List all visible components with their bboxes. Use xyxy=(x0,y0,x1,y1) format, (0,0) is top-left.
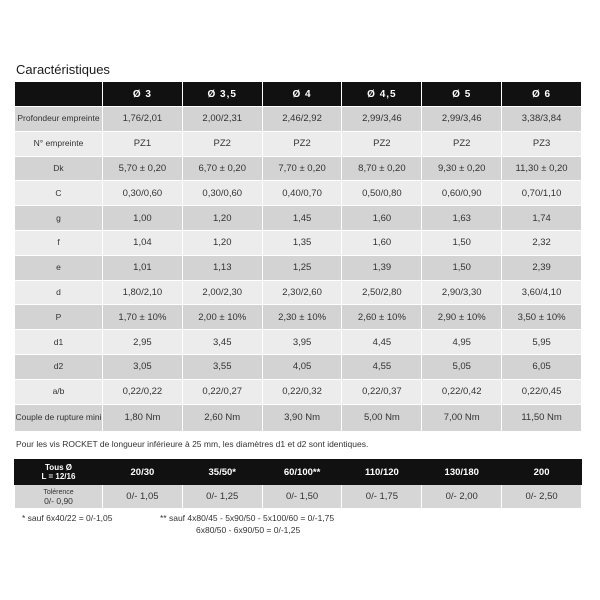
spec-row xyxy=(15,330,582,355)
spec-cell: 7,00 Nm xyxy=(422,404,502,431)
spec-row xyxy=(15,255,582,280)
spec-cell: 0,60/0,90 xyxy=(422,181,502,206)
spec-cell: PZ3 xyxy=(502,131,582,156)
spec-row xyxy=(15,131,582,156)
spec-row-label: Profondeur empreinte xyxy=(15,107,103,132)
spec-row-label: f xyxy=(15,230,103,255)
spec-row xyxy=(15,181,582,206)
spec-header-cell: Ø 3 xyxy=(103,82,183,107)
spec-cell: 1,60 xyxy=(342,230,422,255)
spec-cell: 3,05 xyxy=(103,354,183,379)
spec-cell: 0,30/0,60 xyxy=(182,181,262,206)
spec-header-cell: Ø 3,5 xyxy=(182,82,262,107)
spec-row xyxy=(15,107,582,132)
spec-header-cell: Ø 4,5 xyxy=(342,82,422,107)
spec-row-label: d1 xyxy=(15,330,103,355)
tolerance-header-label xyxy=(15,460,103,485)
tolerance-value-cell: 0/- 1,05 xyxy=(103,485,183,509)
spec-cell: 1,35 xyxy=(262,230,342,255)
spec-cell: 1,50 xyxy=(422,255,502,280)
spec-row-label: C xyxy=(15,181,103,206)
tolerance-length-header: 130/180 xyxy=(422,460,502,485)
spec-cell: 3,90 Nm xyxy=(262,404,342,431)
spec-row xyxy=(15,206,582,231)
footnote-single-star: * sauf 6x40/22 = 0/-1,05 xyxy=(22,513,113,523)
tolerance-row-label xyxy=(15,485,103,509)
spec-cell: 0,70/1,10 xyxy=(502,181,582,206)
tolerance-header-line2: L = 12/16 xyxy=(41,472,76,481)
tolerance-length-header: 110/120 xyxy=(342,460,422,485)
spec-header-cell: Ø 5 xyxy=(422,82,502,107)
tolerance-value-cell: 0/- 1,50 xyxy=(262,485,342,509)
spec-cell: 1,76/2,01 xyxy=(103,107,183,132)
spec-row xyxy=(15,404,582,431)
spec-cell: 2,95 xyxy=(103,330,183,355)
spec-row xyxy=(15,379,582,404)
spec-cell: 2,00/2,30 xyxy=(182,280,262,305)
spec-cell: 2,99/3,46 xyxy=(422,107,502,132)
spec-cell: 4,45 xyxy=(342,330,422,355)
spec-cell: PZ2 xyxy=(182,131,262,156)
spec-cell: 0,22/0,45 xyxy=(502,379,582,404)
spec-cell: 0,22/0,22 xyxy=(103,379,183,404)
spec-cell: 2,60 Nm xyxy=(182,404,262,431)
spec-cell: 3,55 xyxy=(182,354,262,379)
spec-row xyxy=(15,354,582,379)
spec-cell: 2,39 xyxy=(502,255,582,280)
rocket-note: Pour les vis ROCKET de longueur inférieure à 25 mm, les diamètres d1 et d2 sont identiques. xyxy=(16,439,369,449)
spec-cell: PZ2 xyxy=(262,131,342,156)
spec-cell: 5,95 xyxy=(502,330,582,355)
spec-cell: 2,00/2,31 xyxy=(182,107,262,132)
spec-cell: 6,70 ± 0,20 xyxy=(182,156,262,181)
tolerance-length-header: 35/50* xyxy=(182,460,262,485)
spec-cell: 1,01 xyxy=(103,255,183,280)
spec-cell: 2,90/3,30 xyxy=(422,280,502,305)
spec-cell: PZ2 xyxy=(342,131,422,156)
spec-header-cell: Ø 6 xyxy=(502,82,582,107)
spec-cell: 1,13 xyxy=(182,255,262,280)
spec-row xyxy=(15,305,582,330)
spec-cell: 3,50 ± 10% xyxy=(502,305,582,330)
spec-row xyxy=(15,156,582,181)
spec-cell: 1,50 xyxy=(422,230,502,255)
spec-cell: PZ1 xyxy=(103,131,183,156)
tolerance-header-row xyxy=(15,460,582,485)
spec-row-label: P xyxy=(15,305,103,330)
spec-cell: 1,39 xyxy=(342,255,422,280)
spec-row-label: g xyxy=(15,206,103,231)
specifications-table xyxy=(14,81,582,432)
spec-cell: 4,95 xyxy=(422,330,502,355)
footnote-double-star-line1: ** sauf 4x80/45 - 5x90/50 - 5x100/60 = 0/-1,75 xyxy=(160,513,335,523)
spec-cell: 0,22/0,32 xyxy=(262,379,342,404)
spec-cell: 2,99/3,46 xyxy=(342,107,422,132)
spec-cell: 0,40/0,70 xyxy=(262,181,342,206)
spec-cell: 0,50/0,80 xyxy=(342,181,422,206)
spec-row xyxy=(15,230,582,255)
tolerance-row-line2: 0/- 0,90 xyxy=(44,495,73,506)
spec-cell: 11,30 ± 0,20 xyxy=(502,156,582,181)
spec-header-corner xyxy=(15,82,103,107)
spec-cell: 2,46/2,92 xyxy=(262,107,342,132)
spec-row-label: e xyxy=(15,255,103,280)
spec-cell: 2,50/2,80 xyxy=(342,280,422,305)
footnote-double-star-line2: 6x80/50 - 6x90/50 = 0/-1,25 xyxy=(196,525,301,535)
spec-cell: 1,70 ± 10% xyxy=(103,305,183,330)
spec-cell: 1,04 xyxy=(103,230,183,255)
spec-cell: 8,70 ± 0,20 xyxy=(342,156,422,181)
tolerance-length-header: 20/30 xyxy=(103,460,183,485)
spec-cell: 2,32 xyxy=(502,230,582,255)
spec-cell: 1,25 xyxy=(262,255,342,280)
tolerance-value-cell: 0/- 2,50 xyxy=(502,485,582,509)
spec-cell: 2,60 ± 10% xyxy=(342,305,422,330)
spec-cell: 5,05 xyxy=(422,354,502,379)
tolerance-length-header: 200 xyxy=(502,460,582,485)
spec-cell: 0,22/0,27 xyxy=(182,379,262,404)
spec-cell: 4,05 xyxy=(262,354,342,379)
spec-cell: 0,30/0,60 xyxy=(103,181,183,206)
spec-cell: 1,74 xyxy=(502,206,582,231)
spec-cell: 3,95 xyxy=(262,330,342,355)
tolerance-value-cell: 0/- 2,00 xyxy=(422,485,502,509)
spec-row-label: d2 xyxy=(15,354,103,379)
spec-cell: 3,38/3,84 xyxy=(502,107,582,132)
spec-row-label: Dk xyxy=(15,156,103,181)
spec-cell: 5,70 ± 0,20 xyxy=(103,156,183,181)
spec-cell: 1,20 xyxy=(182,206,262,231)
spec-cell: 1,80/2,10 xyxy=(103,280,183,305)
tolerance-value-cell: 0/- 1,25 xyxy=(182,485,262,509)
spec-cell: PZ2 xyxy=(422,131,502,156)
spec-cell: 3,60/4,10 xyxy=(502,280,582,305)
spec-cell: 4,55 xyxy=(342,354,422,379)
spec-row xyxy=(15,280,582,305)
spec-cell: 6,05 xyxy=(502,354,582,379)
spec-table-body xyxy=(15,107,582,432)
spec-cell: 1,60 xyxy=(342,206,422,231)
spec-cell: 9,30 ± 0,20 xyxy=(422,156,502,181)
spec-cell: 1,20 xyxy=(182,230,262,255)
spec-header-cell: Ø 4 xyxy=(262,82,342,107)
tolerance-row-line1: Tolérence xyxy=(43,488,74,496)
tolerance-value-cell: 0/- 1,75 xyxy=(342,485,422,509)
tolerance-value-row xyxy=(15,485,582,509)
spec-cell: 1,00 xyxy=(103,206,183,231)
spec-row-label: Couple de rupture mini xyxy=(15,404,103,431)
spec-cell: 11,50 Nm xyxy=(502,404,582,431)
spec-cell: 5,00 Nm xyxy=(342,404,422,431)
tolerance-header-line1: Tous Ø xyxy=(45,463,72,472)
spec-cell: 2,30/2,60 xyxy=(262,280,342,305)
spec-cell: 2,90 ± 10% xyxy=(422,305,502,330)
spec-row-label: d xyxy=(15,280,103,305)
tolerance-length-header: 60/100** xyxy=(262,460,342,485)
spec-cell: 0,22/0,42 xyxy=(422,379,502,404)
spec-cell: 2,30 ± 10% xyxy=(262,305,342,330)
tolerance-table xyxy=(14,459,582,509)
spec-row-label: N° empreinte xyxy=(15,131,103,156)
spec-cell: 1,45 xyxy=(262,206,342,231)
spec-header-row xyxy=(15,82,582,107)
spec-cell: 2,00 ± 10% xyxy=(182,305,262,330)
spec-cell: 1,63 xyxy=(422,206,502,231)
section-title: Caractéristiques xyxy=(16,62,110,77)
spec-row-label: a/b xyxy=(15,379,103,404)
spec-cell: 1,80 Nm xyxy=(103,404,183,431)
spec-cell: 0,22/0,37 xyxy=(342,379,422,404)
spec-cell: 3,45 xyxy=(182,330,262,355)
spec-cell: 7,70 ± 0,20 xyxy=(262,156,342,181)
